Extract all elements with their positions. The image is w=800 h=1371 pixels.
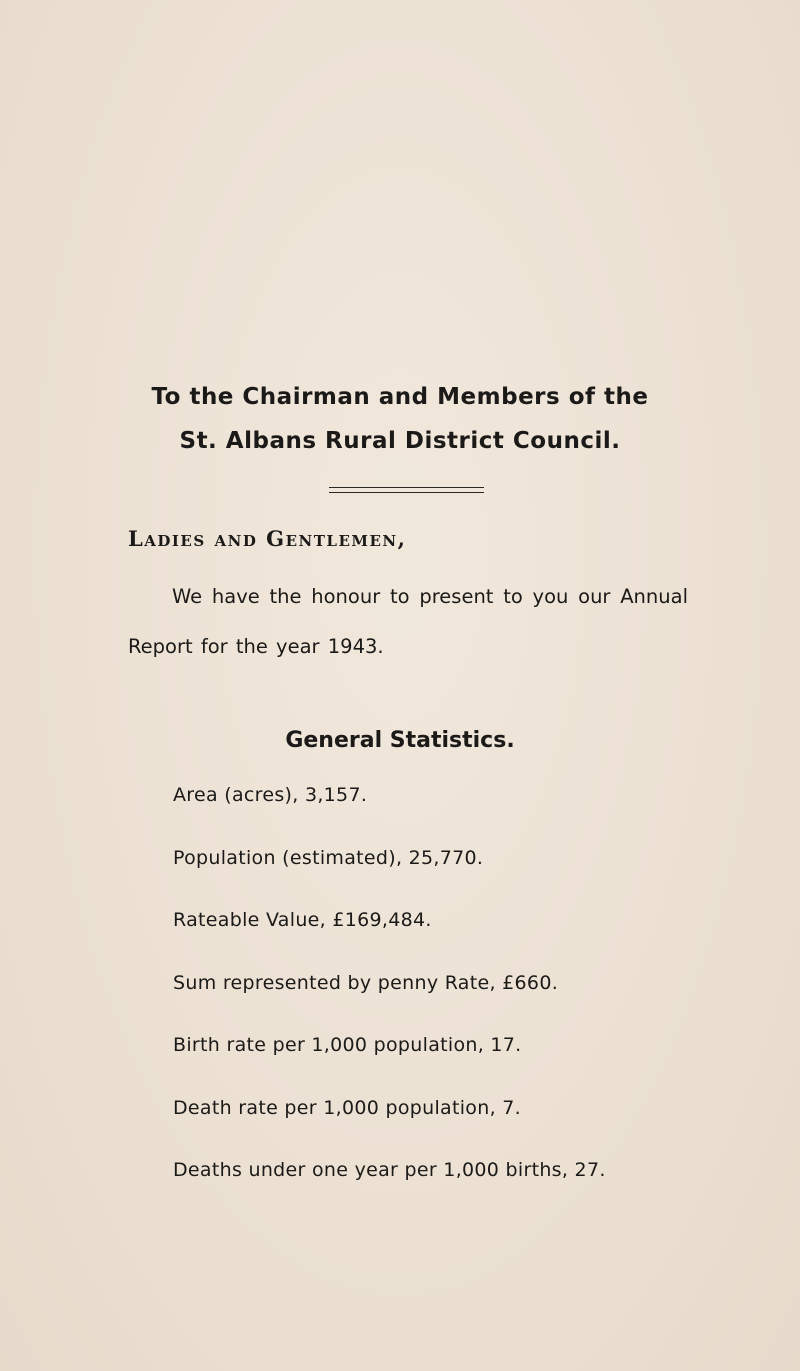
stat-penny-rate: Sum represented by penny Rate, £660. <box>173 971 559 994</box>
stat-rateable-value: Rateable Value, £169,484. <box>173 909 432 931</box>
salutation: Ladies and Gentlemen, <box>128 526 407 551</box>
stat-population: Population (estimated), 25,770. <box>173 846 484 869</box>
stat-infant-deaths: Deaths under one year per 1,000 births, 27. <box>173 1159 606 1181</box>
statistics-list <box>173 778 606 1216</box>
address-line-1: To the Chairman and Members of the <box>151 384 649 410</box>
intro-paragraph: We have the honour to present to you our Annual Report for the year 1943. <box>128 585 688 658</box>
stat-area: Area (acres), 3,157. <box>173 784 368 806</box>
stat-birth-rate: Birth rate per 1,000 population, 17. <box>173 1034 522 1056</box>
address-line-2: St. Albans Rural District Council. <box>179 428 621 454</box>
stat-death-rate: Death rate per 1,000 population, 7. <box>173 1096 521 1119</box>
statistics-heading: General Statistics. <box>285 728 515 753</box>
double-rule-divider <box>329 487 484 493</box>
